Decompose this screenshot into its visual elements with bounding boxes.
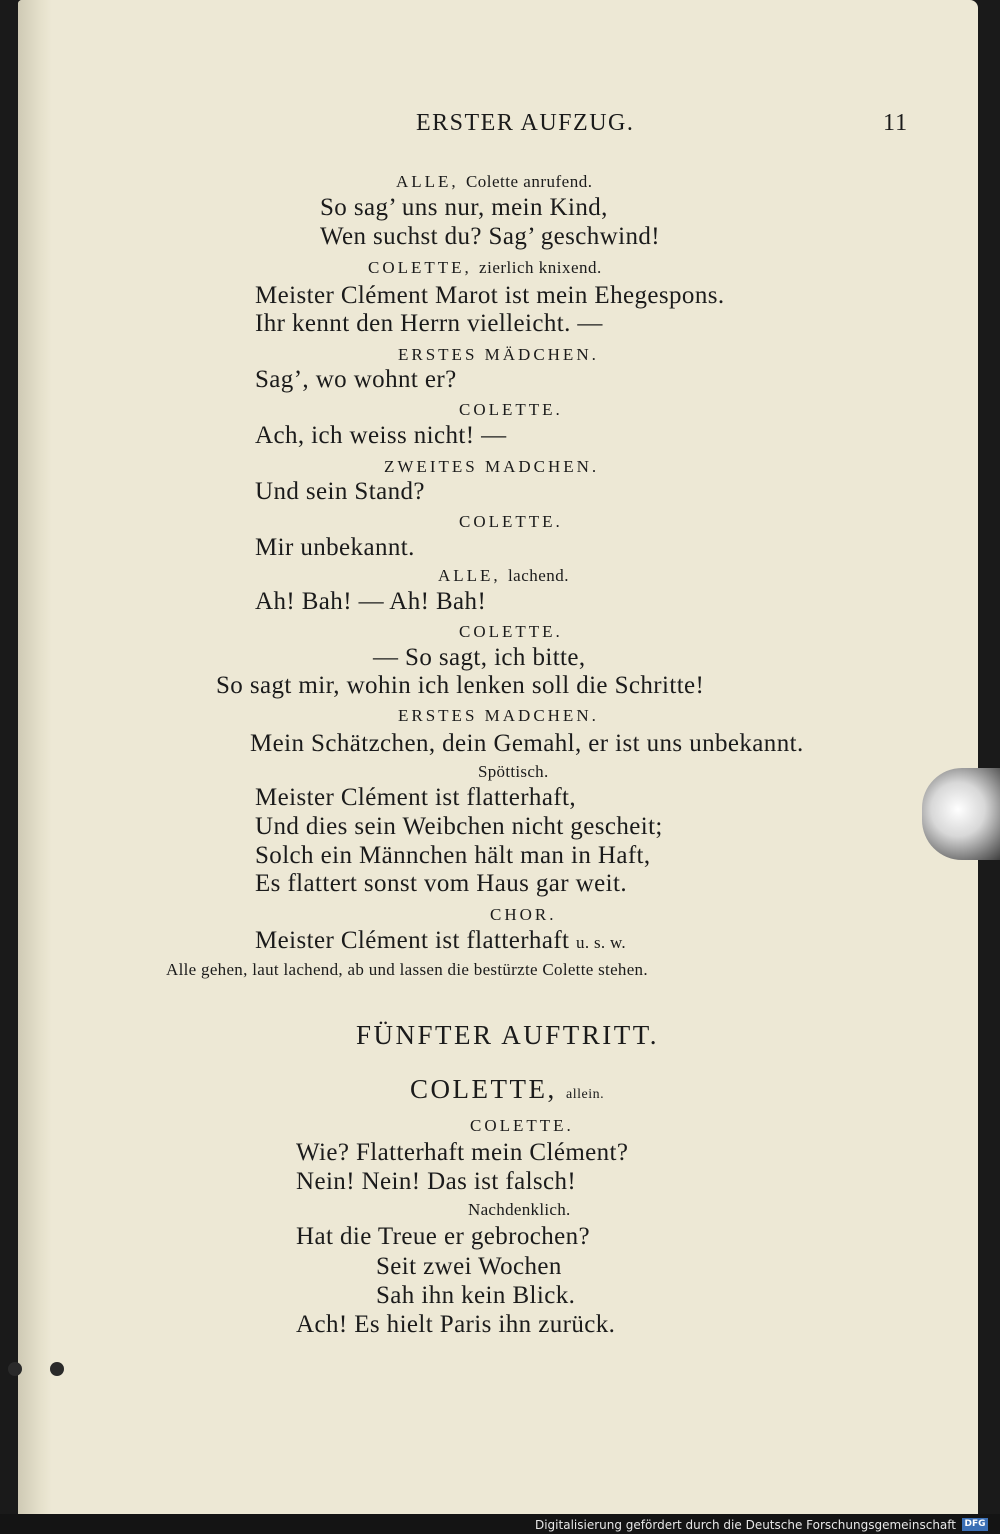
verse-line: Meister Clément ist flatterhaft,: [255, 784, 577, 811]
verse-line: Solch ein Männchen hält man in Haft,: [255, 842, 651, 869]
speaker-line: COLETTE.: [459, 622, 563, 641]
digitization-footer: [0, 1514, 1000, 1534]
binding-hole: [50, 1362, 64, 1376]
stage-direction: Alle gehen, laut lachend, ab und lassen die bestürzte Colette stehen.: [166, 960, 648, 979]
stage-direction: Spöttisch.: [478, 762, 549, 781]
verse-line: Nein! Nein! Das ist falsch!: [296, 1168, 577, 1195]
verse-line: Und sein Stand?: [255, 478, 425, 505]
verse-line: Seit zwei Wochen: [376, 1253, 562, 1280]
footer-credit: Digitalisierung gefördert durch die Deutsche Forschungsgemeinschaft: [534, 1518, 956, 1532]
speaker-line: COLETTE.: [459, 512, 563, 531]
verse-line: Ach, ich weiss nicht! —: [255, 422, 507, 449]
speaker-line: ERSTES MADCHEN.: [398, 706, 599, 725]
speaker-line: ALLE, Colette anrufend.: [396, 172, 593, 191]
verse-line: Ihr kennt den Herrn vielleicht. —: [255, 310, 603, 337]
dfg-logo: DFG: [962, 1518, 988, 1531]
verse-line: Mir unbekannt.: [255, 534, 415, 561]
speaker-line: ALLE, lachend.: [438, 566, 570, 585]
verse-line: — So sagt, ich bitte,: [373, 644, 586, 671]
speaker-line: ERSTES MÄDCHEN.: [398, 345, 599, 364]
book-page: [18, 0, 978, 1514]
speaker-line: COLETTE.: [470, 1116, 574, 1135]
book-spine-shadow: [18, 0, 52, 1514]
binding-hole: [8, 1362, 22, 1376]
page-clip: [922, 768, 1000, 860]
speaker-line: COLETTE.: [459, 400, 563, 419]
verse-line: Sag’, wo wohnt er?: [255, 366, 457, 393]
speaker-line: COLETTE, zierlich knixend.: [368, 258, 602, 277]
verse-line: Meister Clément ist flatterhaft u. s. w.: [255, 927, 626, 954]
verse-line: Meister Clément Marot ist mein Ehegespons.: [255, 282, 725, 309]
character-heading: COLETTE, allein.: [410, 1074, 605, 1104]
verse-line: Hat die Treue er gebrochen?: [296, 1223, 591, 1250]
verse-line: Sah ihn kein Blick.: [376, 1282, 576, 1309]
verse-line: Und dies sein Weibchen nicht gescheit;: [255, 813, 663, 840]
stage-direction: Nachdenklich.: [468, 1200, 571, 1219]
verse-line: Wen suchst du? Sag’ geschwind!: [320, 223, 661, 250]
page-number: 11: [883, 110, 909, 136]
running-title: ERSTER AUFZUG.: [416, 110, 635, 136]
verse-line: Wie? Flatterhaft mein Clément?: [296, 1139, 629, 1166]
verse-line: Mein Schätzchen, dein Gemahl, er ist uns unbekannt.: [250, 730, 804, 757]
verse-line: Ah! Bah! — Ah! Bah!: [255, 588, 487, 615]
verse-line: So sagt mir, wohin ich lenken soll die Schritte!: [216, 672, 705, 699]
speaker-line: CHOR.: [490, 905, 557, 924]
speaker-line: ZWEITES MADCHEN.: [384, 457, 600, 476]
verse-line: Es flattert sonst vom Haus gar weit.: [255, 870, 627, 897]
scene-heading: FÜNFTER AUFTRITT.: [356, 1020, 660, 1050]
verse-line: So sag’ uns nur, mein Kind,: [320, 194, 608, 221]
verse-line: Ach! Es hielt Paris ihn zurück.: [296, 1311, 616, 1338]
